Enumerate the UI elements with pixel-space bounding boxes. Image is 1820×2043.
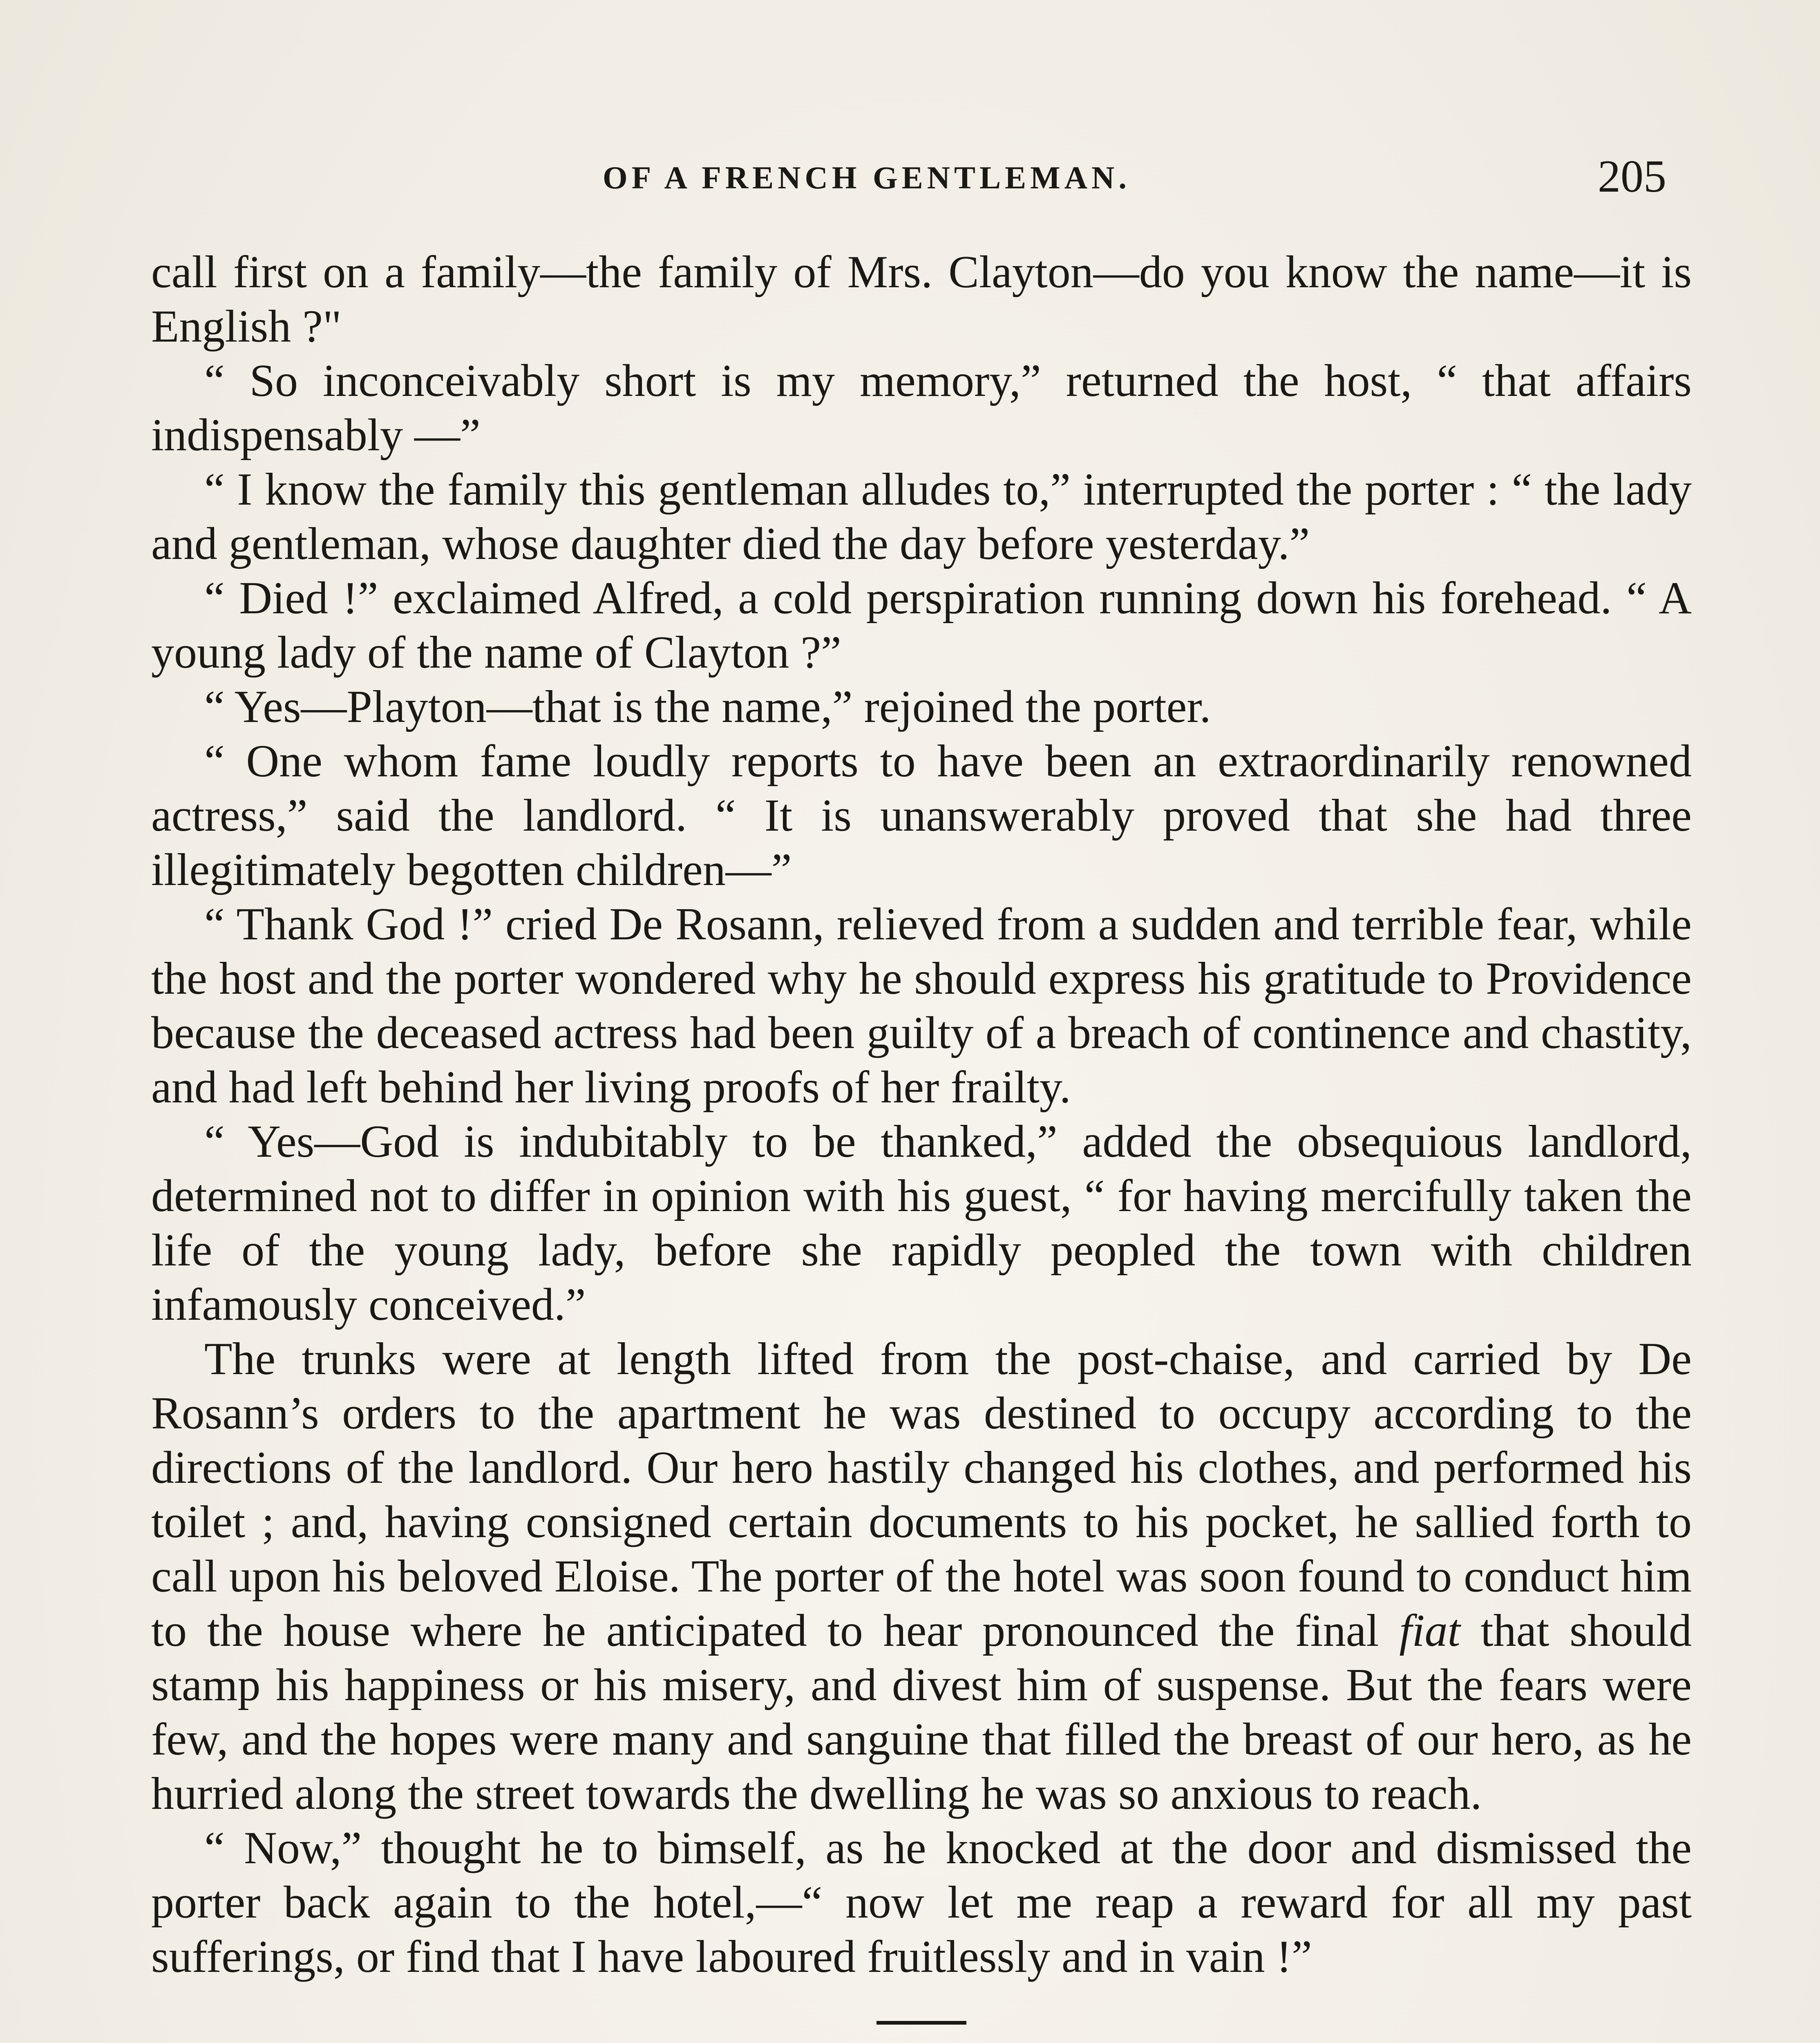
running-head: OF A FRENCH GENTLEMAN.: [603, 160, 1131, 195]
paragraph: call first on a family—the family of Mrs. Clayton—do you know the name—it is English ?": [151, 247, 1692, 352]
paragraph: “ One whom fame loudly reports to have been an extraordinarily renowned actress,” said the landlord. “ It is unanswerably proved that she had three illegitimately begotten children—”: [151, 736, 1692, 895]
paragraph: “ Now,” thought he to bimself, as he knocked at the door and dismissed the porter back again to the hotel,—“ now let me reap a reward for all my past sufferings, or find that I have laboured fruitlessly and in vain !”: [151, 1823, 1692, 1982]
paragraph: “ I know the family this gentleman alludes to,” interrupted the porter : “ the lady and gentleman, whose daughter died the day before yesterday.”: [151, 464, 1692, 569]
paragraph: “ Died !” exclaimed Alfred, a cold perspiration running down his forehead. “ A young lady of the name of Clayton ?”: [151, 573, 1692, 678]
paragraph-text: that should stamp his happiness or his misery, and divest him of suspense. But the fears were few, and the hopes were many and sanguine that filled the breast of our hero, as he hurried along the street towards the dwelling he was so anxious to reach.: [151, 1605, 1692, 1819]
paragraph-text: The trunks were at length lifted from the post-chaise, and carried by De Rosann’s orders to the apartment he was destined to occupy according to the directions of the landlord. Our hero hastily changed his clothes, and performed his toilet ; and, having consigned certain documents to his pocket, he sallied forth to call upon his beloved Eloise. The porter of the hotel was soon found to conduct him to the house where he anticipated to hear pronounced the final: [151, 1334, 1692, 1656]
section-divider: [876, 2021, 966, 2025]
paragraph: “ Yes—Playton—that is the name,” rejoined the porter.: [204, 682, 1211, 732]
paragraph: “ Yes—God is indubitably to be thanked,” added the obsequious landlord, determined not to differ in opinion with his guest, “ for having mercifully taken the life of the young lady, before she rapidly peopled the town with children infamously conceived.”: [151, 1116, 1692, 1330]
paragraph-trunks: [151, 1332, 1692, 1821]
page-number: 205: [1598, 151, 1666, 202]
paragraph: “ So inconceivably short is my memory,” returned the host, “ that affairs indispensably —”: [151, 355, 1692, 460]
paragraph: “ Thank God !” cried De Rosann, relieved from a sudden and terrible fear, while the host and the porter wondered why he should express his gratitude to Providence because the deceased actress had been guilty of a breach of continence and chastity, and had left behind her living proofs of her frailty.: [151, 899, 1692, 1113]
italic-word: fiat: [1399, 1605, 1460, 1656]
body-text: [151, 245, 1692, 2043]
